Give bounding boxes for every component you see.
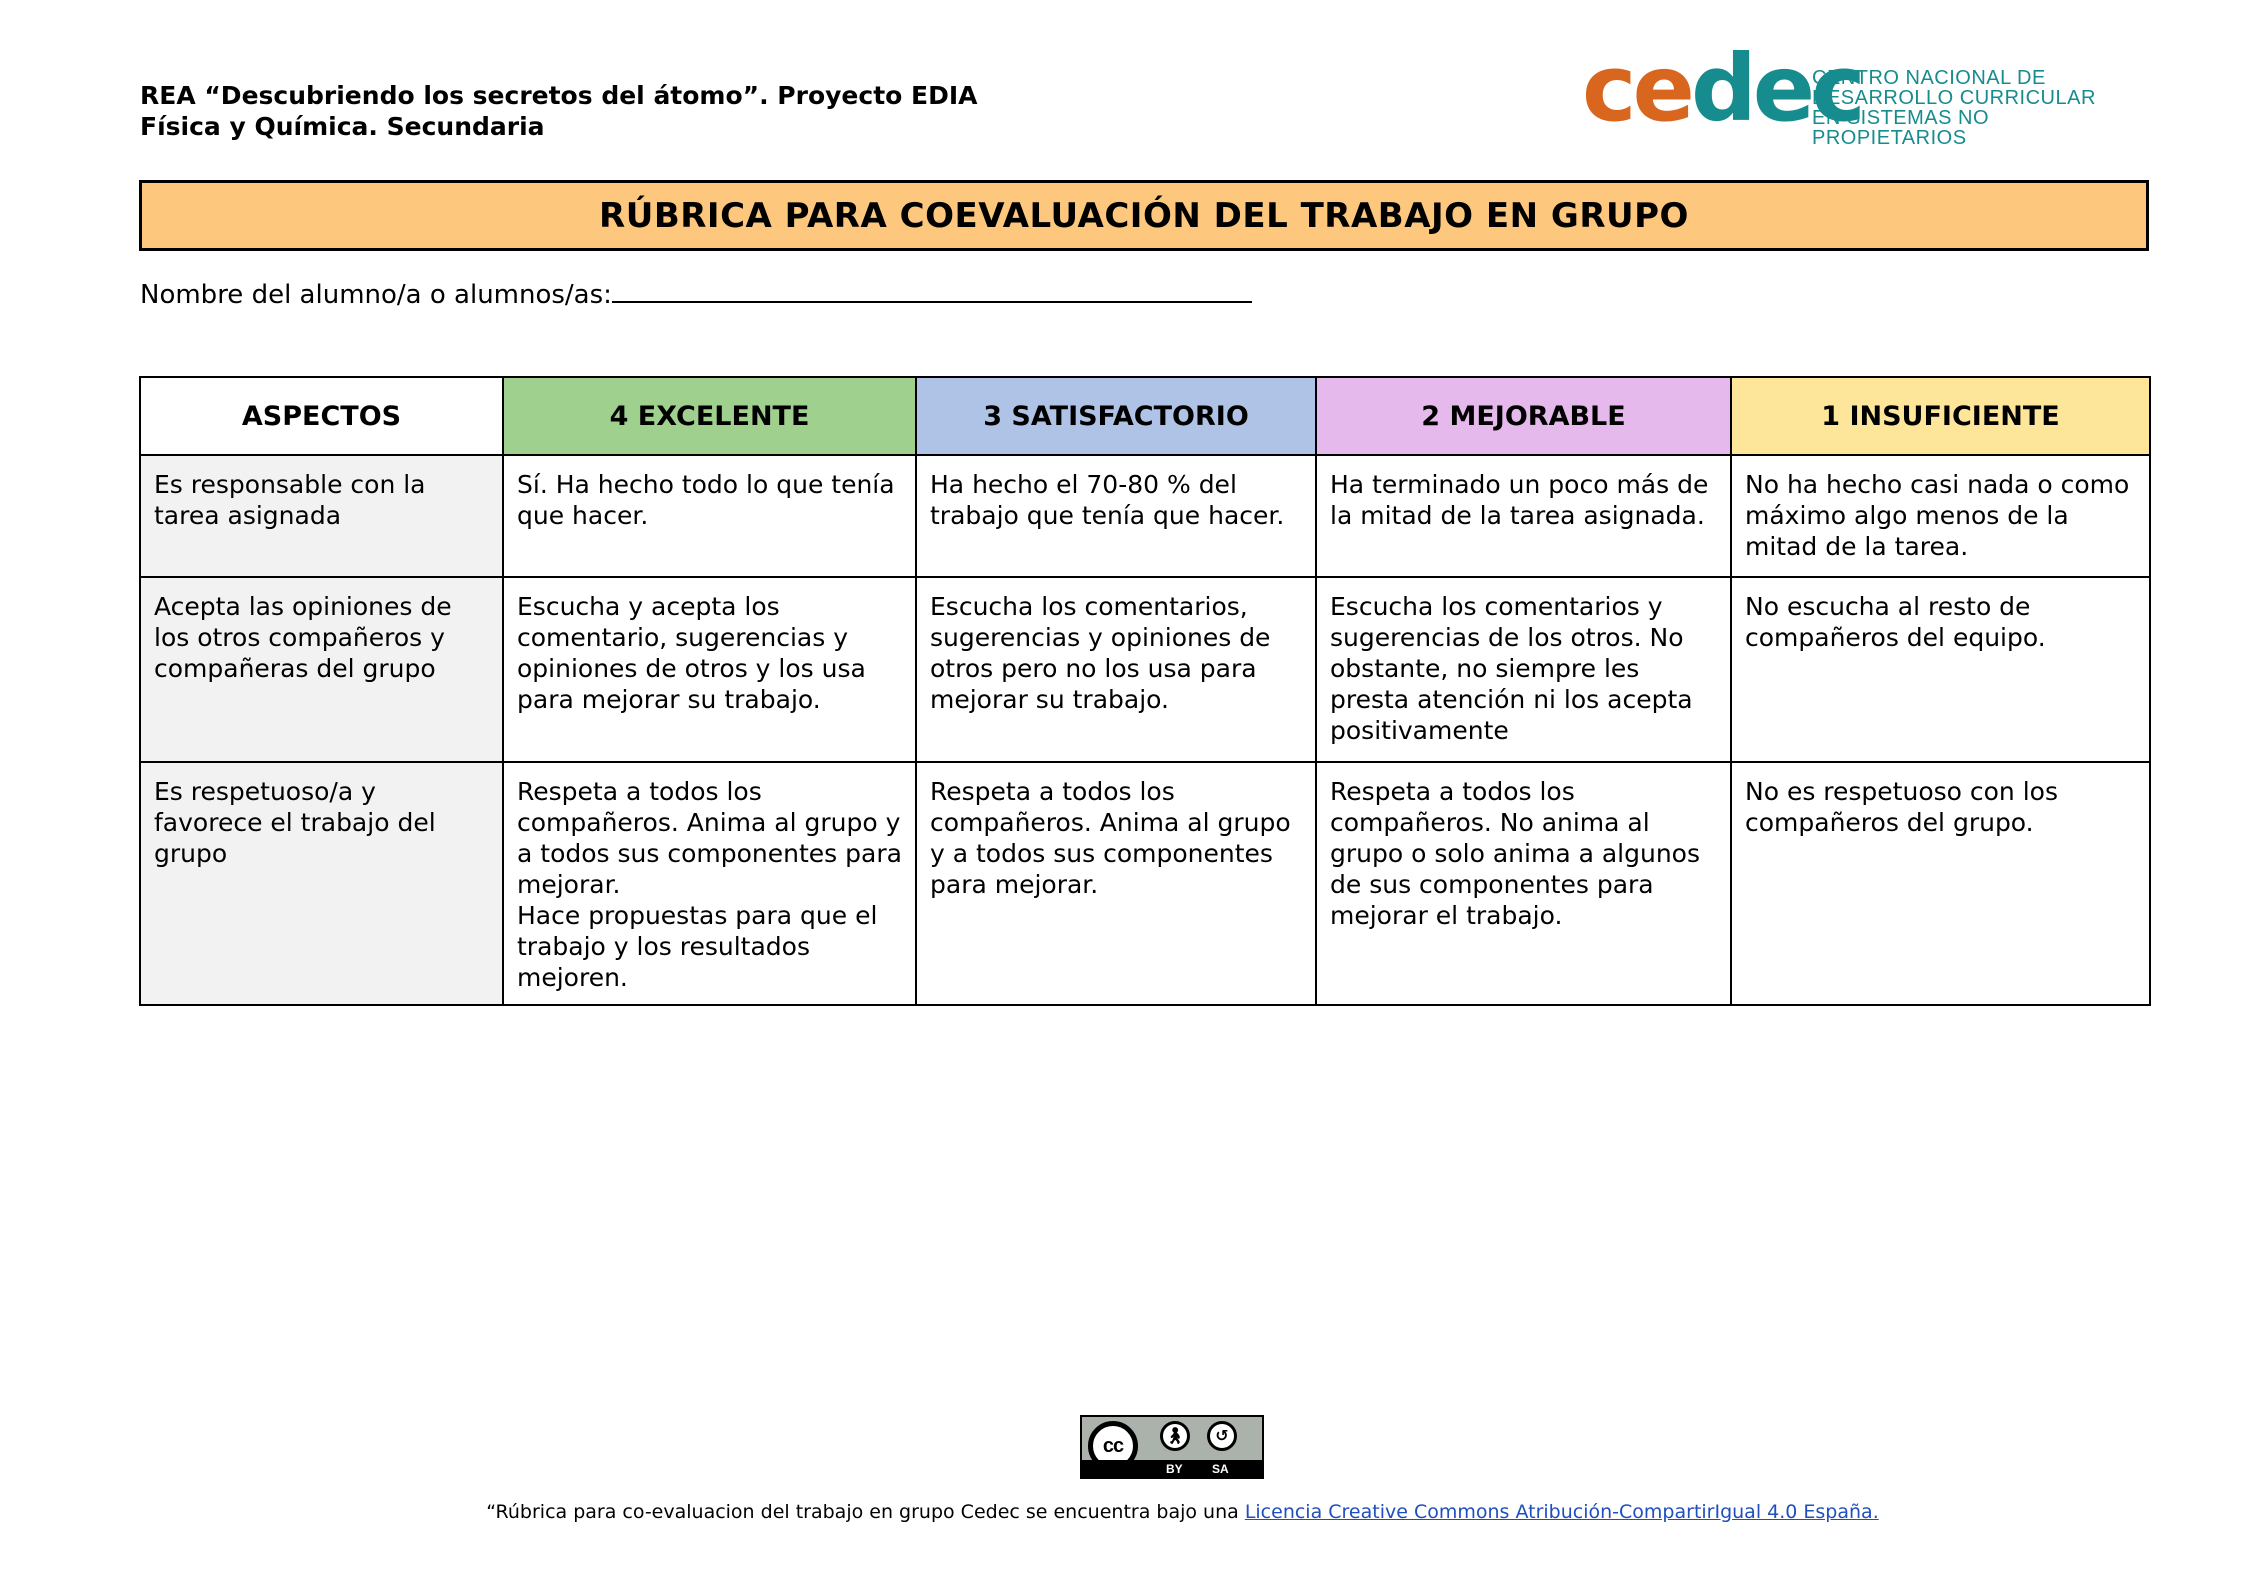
attribution-person-icon: 🚶︎ xyxy=(1160,1421,1190,1451)
header-insuficiente: 1 INSUFICIENTE xyxy=(1731,377,2150,455)
document-header xyxy=(140,80,978,142)
mejorable-cell: Respeta a todos los compañeros. No anima al grupo o solo anima a algunos de sus componentes para mejorar el trabajo. xyxy=(1316,762,1731,1005)
table-row xyxy=(140,455,2150,577)
brand-part-dec: dec xyxy=(1690,35,1862,142)
header-aspectos: ASPECTOS xyxy=(140,377,503,455)
header-satisfactorio: 3 SATISFACTORIO xyxy=(916,377,1316,455)
table-header-row xyxy=(140,377,2150,455)
excelente-cell-paragraph-1: Respeta a todos los compañeros. Anima al grupo y a todos sus componentes para mejorar. xyxy=(517,777,902,899)
cedec-sub-line-1: CENTRO NACIONAL DE xyxy=(1812,67,2046,89)
cedec-subtitle xyxy=(1812,68,2102,148)
excelente-cell-paragraph-2: Hace propuestas para que el trabajo y los resultados mejoren. xyxy=(517,901,878,992)
cedec-sub-line-3: EN SISTEMAS NO PROPIETARIOS xyxy=(1812,107,1990,149)
aspect-cell: Es responsable con la tarea asignada xyxy=(140,455,503,577)
license-link[interactable]: Licencia Creative Commons Atribución-CompartirIgual 4.0 España. xyxy=(1244,1501,1879,1523)
cc-badge-bar xyxy=(1082,1460,1262,1477)
cedec-logo xyxy=(1582,35,2102,149)
rubric-table xyxy=(139,376,2151,1006)
header-line-1: REA “Descubriendo los secretos del átomo”. Proyecto EDIA xyxy=(140,81,978,110)
insuficiente-cell: No es respetuoso con los compañeros del grupo. xyxy=(1731,762,2150,1005)
mejorable-cell: Ha terminado un poco más de la mitad de la tarea asignada. xyxy=(1316,455,1731,577)
mejorable-cell: Escucha los comentarios y sugerencias de los otros. No obstante, no siempre les presta atención ni los acepta positivamente xyxy=(1316,577,1731,762)
excelente-cell xyxy=(503,762,916,1005)
satisfactorio-cell: Escucha los comentarios, sugerencias y opiniones de otros pero no los usa para mejorar su trabajo. xyxy=(916,577,1316,762)
table-row xyxy=(140,762,2150,1005)
satisfactorio-cell: Ha hecho el 70-80 % del trabajo que tenía que hacer. xyxy=(916,455,1316,577)
share-alike-icon: ↺ xyxy=(1207,1421,1237,1451)
aspect-cell: Acepta las opiniones de los otros compañeros y compañeras del grupo xyxy=(140,577,503,762)
insuficiente-cell: No escucha al resto de compañeros del equipo. xyxy=(1731,577,2150,762)
excelente-cell: Sí. Ha hecho todo lo que tenía que hacer. xyxy=(503,455,916,577)
license-text: “Rúbrica para co-evaluacion del trabajo en grupo Cedec se encuentra bajo una xyxy=(486,1501,1245,1523)
cedec-sub-line-2: DESARROLLO CURRICULAR xyxy=(1812,87,2096,109)
satisfactorio-cell: Respeta a todos los compañeros. Anima al grupo y a todos sus componentes para mejorar. xyxy=(916,762,1316,1005)
cc-license-badge xyxy=(1080,1415,1264,1479)
insuficiente-cell: No ha hecho casi nada o como máximo algo menos de la mitad de la tarea. xyxy=(1731,455,2150,577)
table-row xyxy=(140,577,2150,762)
student-name-label: Nombre del alumno/a o alumnos/as: xyxy=(140,280,612,310)
header-excelente: 4 EXCELENTE xyxy=(503,377,916,455)
cc-icon: cc xyxy=(1088,1421,1138,1471)
student-name-line xyxy=(140,275,1252,312)
cc-by-label: BY xyxy=(1166,1462,1183,1476)
rubric-title: RÚBRICA PARA COEVALUACIÓN DEL TRABAJO EN GRUPO xyxy=(139,180,2149,251)
header-mejorable: 2 MEJORABLE xyxy=(1316,377,1731,455)
brand-part-ce: ce xyxy=(1582,35,1691,142)
student-name-blank xyxy=(612,275,1252,303)
aspect-cell: Es respetuoso/a y favorece el trabajo del grupo xyxy=(140,762,503,1005)
header-line-2: Física y Química. Secundaria xyxy=(140,112,545,141)
excelente-cell: Escucha y acepta los comentario, sugerencias y opiniones de otros y los usa para mejorar su trabajo. xyxy=(503,577,916,762)
cc-sa-label: SA xyxy=(1212,1462,1229,1476)
license-footer xyxy=(0,1500,2245,1524)
